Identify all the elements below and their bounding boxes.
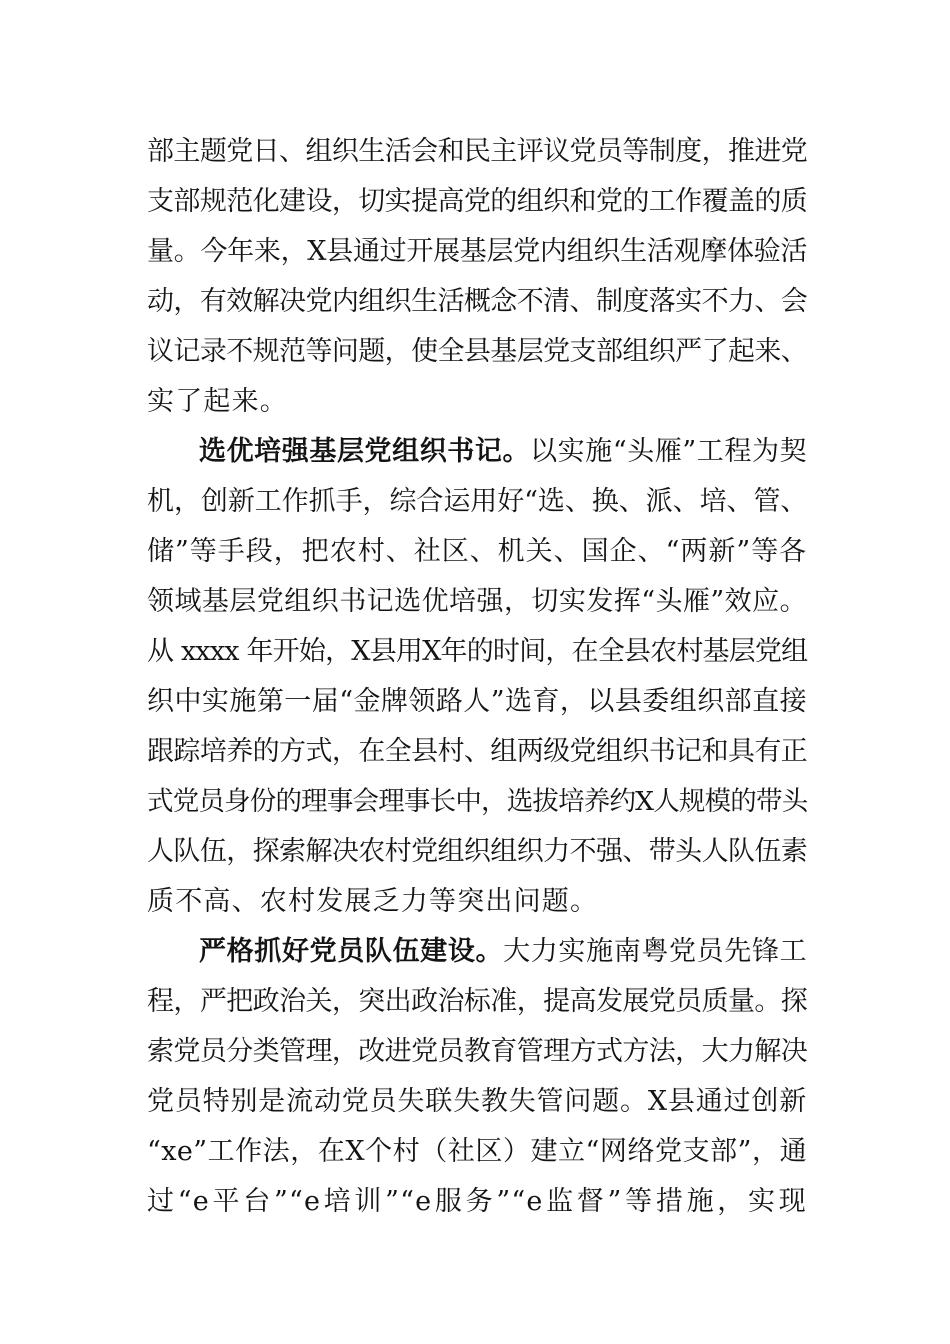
paragraph-2-line-8: 式党员身份的理事会理事长中，选拔培养约X人规模的带头 [147, 786, 807, 817]
paragraph-3-heading: 严格抓好党员队伍建设。 [199, 936, 504, 967]
paragraph-2-line-1 [199, 432, 807, 472]
paragraph-3-line-5: “xe”工作法，在X个村（社区）建立“网络党支部”，通 [147, 1136, 807, 1167]
paragraph-1-line-6: 实了起来。 [147, 386, 288, 417]
paragraph-2-line-9: 人队伍，探索解决农村党组织组织力不强、带头人队伍素 [147, 836, 807, 867]
paragraph-1-line-4: 动，有效解决党内组织生活概念不清、制度落实不力、会 [147, 286, 807, 317]
paragraph-1-line-2: 支部规范化建设，切实提高党的组织和党的工作覆盖的质 [147, 186, 807, 217]
paragraph-3-line-1-text: 大力实施南粤党员先锋工 [503, 936, 807, 967]
paragraph-3-line-2: 程，严把政治关，突出政治标准，提高发展党员质量。探 [147, 986, 807, 1017]
paragraph-2-line-2: 机，创新工作抓手，综合运用好“选、换、派、培、管、 [147, 486, 807, 517]
paragraph-3-line-4: 党员特别是流动党员失联失教失管问题。X县通过创新 [147, 1086, 807, 1117]
paragraph-1-line-3: 量。今年来，X县通过开展基层党内组织生活观摩体验活 [147, 236, 807, 267]
paragraph-2-line-7: 跟踪培养的方式，在全县村、组两级党组织书记和具有正 [147, 736, 807, 767]
paragraph-3-line-6: 过“e平台”“e培训”“e服务”“e监督”等措施，实现 [147, 1186, 807, 1217]
paragraph-1-line-5: 议记录不规范等问题，使全县基层党支部组织严了起来、 [147, 336, 807, 367]
paragraph-1-line-1: 部主题党日、组织生活会和民主评议党员等制度，推进党 [147, 136, 807, 167]
paragraph-2-line-1-text: 以实施“头雁”工程为契 [530, 436, 807, 467]
paragraph-3-line-1 [199, 932, 807, 972]
paragraph-2-line-3: 储”等手段，把农村、社区、机关、国企、“两新”等各 [147, 536, 807, 567]
paragraph-2-line-6: 织中实施第一届“金牌领路人”选育，以县委组织部直接 [147, 686, 807, 717]
paragraph-2-heading: 选优培强基层党组织书记。 [199, 436, 531, 467]
paragraph-2-line-10: 质不高、农村发展乏力等突出问题。 [147, 886, 599, 917]
paragraph-2-line-5: 从 xxxx 年开始，X县用X年的时间，在全县农村基层党组 [147, 636, 808, 667]
paragraph-3-line-3: 索党员分类管理，改进党员教育管理方式方法，大力解决 [147, 1036, 807, 1067]
paragraph-2-line-4: 领域基层党组织书记选优培强，切实发挥“头雁”效应。 [147, 586, 807, 617]
